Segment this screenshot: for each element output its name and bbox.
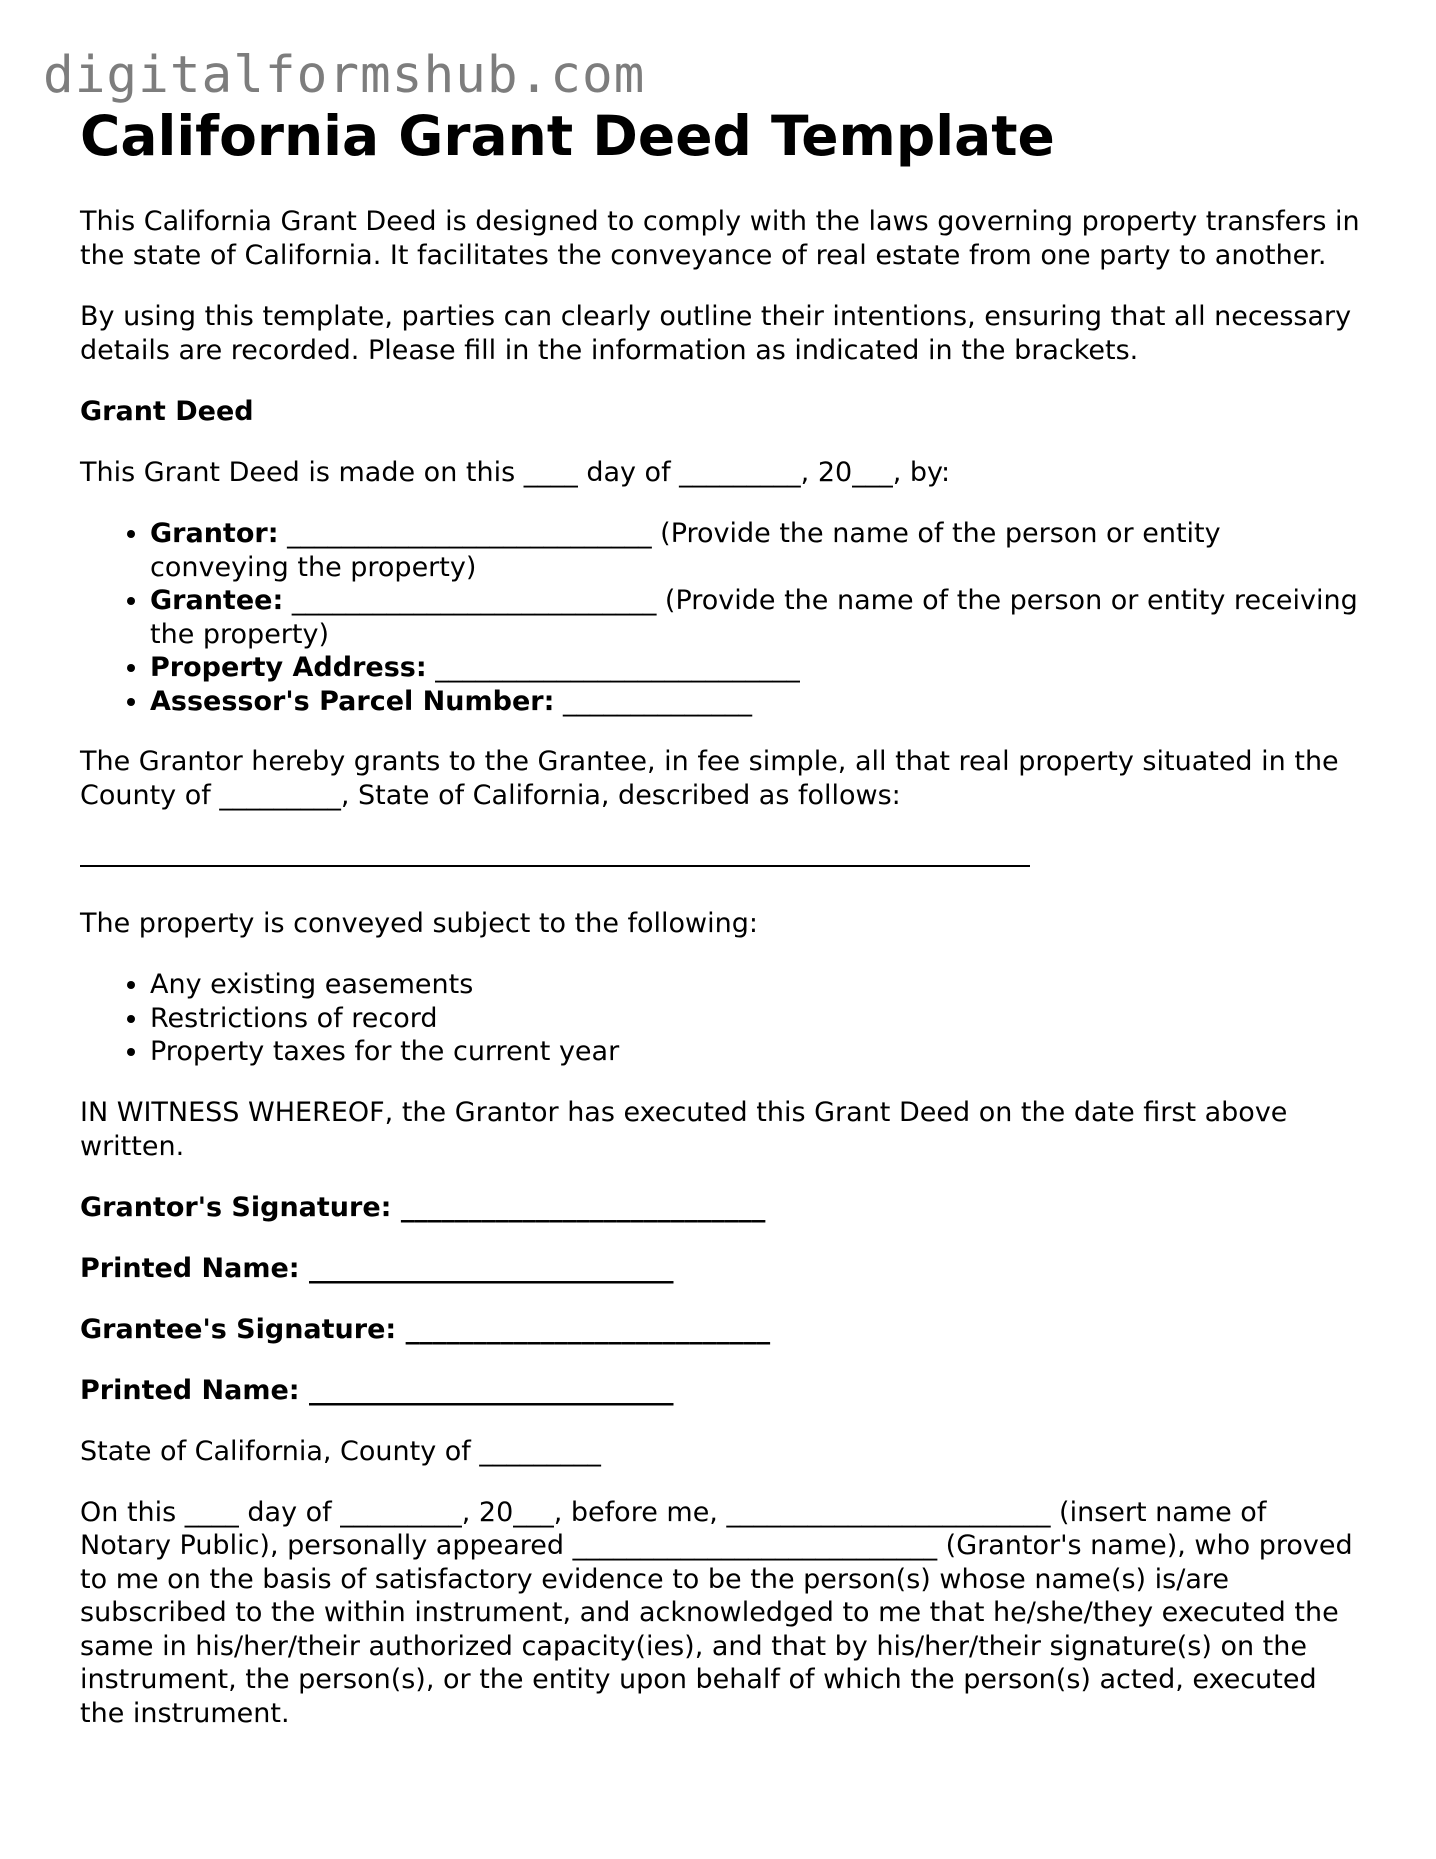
list-item — [150, 685, 1360, 719]
grantee-signature-line — [80, 1313, 1360, 1347]
list-item: • Any existing easements — [150, 968, 1360, 1002]
notary-paragraph: On this ____ day of _________, 20___, before me, ________________________ (insert name of Notary Public), personally appeared ___________________________ (Grantor's name), who proved to me on the basis of satisfactory evidence to be the person(s) whose name(s) is/are subscribed to the within instrument, and acknowledged to me that he/she/they executed the same in his/her/their authorized capacity(ies), and that by his/her/their signature(s) on the instrument, the person(s), or the entity upon behalf of which the person(s) acted, executed the instrument. — [80, 1496, 1353, 1729]
list-item: • Property taxes for the current year — [150, 1035, 1360, 1069]
signature-blank: ___________________________ — [396, 1313, 771, 1345]
intro-paragraph: By using this template, parties can clearly outline their intentions, ensuring that all necessary details are recorded. Please fill in the information as indicated in the brackets. — [80, 301, 1352, 366]
list-item: • Restrictions of record — [150, 1002, 1360, 1036]
signature-blank: ___________________________ — [299, 1252, 674, 1284]
document-page — [80, 100, 1360, 1730]
list-item — [150, 584, 1360, 651]
list-item — [150, 517, 1360, 584]
conditions-list — [80, 968, 1360, 1069]
grantee-printed-name-line — [80, 1374, 1360, 1408]
grantor-printed-name-line — [80, 1252, 1360, 1286]
signature-label: Grantor's Signature: — [80, 1191, 392, 1223]
subject-intro: The property is conveyed subject to the following: — [80, 908, 758, 939]
field-label: Property Address: — [150, 652, 427, 683]
watermark: digitalformshub.com — [43, 46, 646, 105]
signature-label: Grantee's Signature: — [80, 1313, 397, 1345]
made-on-line: This Grant Deed is made on this ____ day of _________, 20___, by: — [80, 457, 951, 488]
field-blank: ______________ — [554, 685, 752, 717]
field-label: Grantee: — [150, 585, 284, 616]
witness-paragraph: IN WITNESS WHEREOF, the Grantor has executed this Grant Deed on the date first above written. — [80, 1096, 1288, 1162]
field-blank: ___________________________ — [426, 652, 800, 683]
page-title: California Grant Deed Template — [80, 104, 1055, 168]
parties-list — [80, 517, 1360, 718]
state-county-line: State of California, County of _________ — [80, 1435, 601, 1467]
field-label: Assessor's Parcel Number: — [150, 685, 555, 717]
list-item — [150, 651, 1360, 685]
field-blank: ___________________________ (Provide the name of the person or entity receiving the property) — [150, 585, 1358, 650]
intro-paragraph: This California Grant Deed is designed to comply with the laws governing property transfers in the state of California. It facilitates the conveyance of real estate from one party to another. — [80, 206, 1360, 271]
field-label: Grantor: — [150, 518, 279, 549]
signature-blank: ___________________________ — [299, 1374, 674, 1406]
field-blank: ___________________________ (Provide the name of the person or entity conveying the property) — [150, 518, 1221, 583]
grants-paragraph: The Grantor hereby grants to the Grantee, in fee simple, all that real property situated in the County of _________, State of California, described as follows: — [80, 746, 1339, 811]
signature-label: Printed Name: — [80, 1374, 300, 1406]
signature-label: Printed Name: — [80, 1252, 300, 1284]
section-heading: Grant Deed — [80, 396, 254, 427]
property-description-line — [80, 865, 1030, 867]
signature-blank: ___________________________ — [391, 1191, 766, 1223]
grantor-signature-line — [80, 1191, 1360, 1225]
